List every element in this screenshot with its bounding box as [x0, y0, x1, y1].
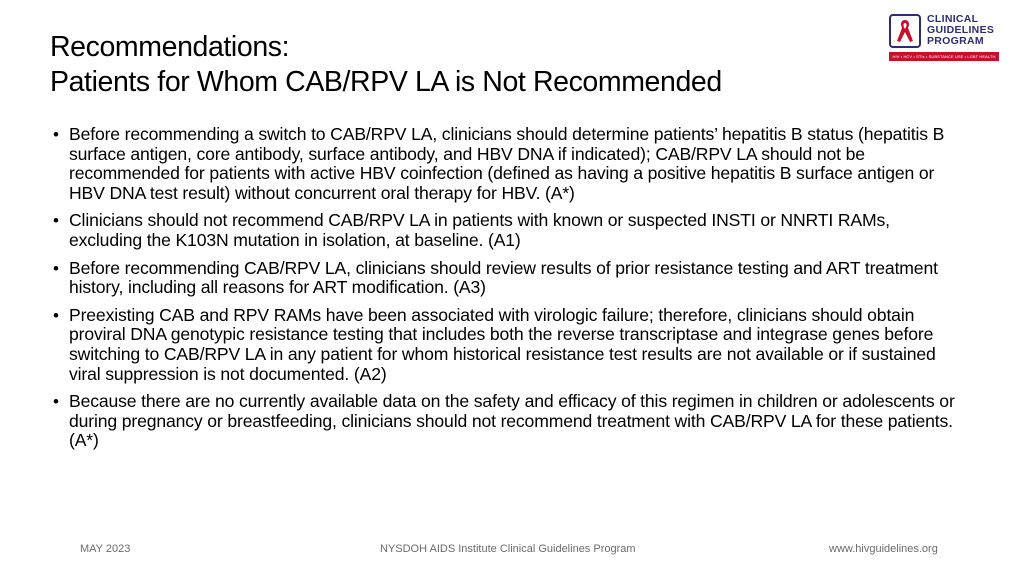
logo-tagline: HIV • HCV • STIs • SUBSTANCE USE • LGBT HEALTH [889, 52, 999, 61]
title-line-2: Patients for Whom CAB/RPV LA is Not Recommended [50, 66, 722, 98]
red-ribbon-icon [889, 14, 921, 48]
list-item-text: Before recommending a switch to CAB/RPV LA, clinicians should determine patients’ hepatitis B status (hepatitis B surface antigen, core antibody, surface antibody, and HBV DNA if indicated); CAB/RPV LA should not be recommended for patients with active HBV coinfection (defined as having a positive hepatitis B surface antigen or HBV DNA test result) without concurrent oral therapy for HBV. (A*) [69, 124, 945, 203]
logo-line-2: GUIDELINES [927, 24, 995, 36]
list-item [50, 306, 965, 384]
logo-wordmark [927, 14, 994, 47]
clinical-guidelines-program-logo [889, 12, 999, 64]
list-item [50, 211, 965, 250]
bullet-icon: • [53, 211, 59, 231]
bullet-icon: • [53, 305, 59, 325]
list-item-text: Preexisting CAB and RPV RAMs have been associated with virologic failure; therefore, clinicians should obtain proviral DNA genotypic resistance testing that includes both the reverse transcriptase and integrase genes before switching to CAB/RPV LA in any patient for whom historical resistance test results are not available or if sustained viral suppression is not documented. (A2) [69, 304, 936, 384]
bullet-icon: • [53, 258, 59, 278]
bullet-icon: • [53, 392, 59, 412]
logo-line-3: PROGRAM [927, 35, 984, 47]
list-item-text: Before recommending CAB/RPV LA, clinicians should review results of prior resistance testing and ART treatment history, including all reasons for ART modification. (A3) [69, 257, 938, 298]
slide-title [50, 30, 880, 100]
list-item [50, 259, 965, 298]
list-item-text: Clinicians should not recommend CAB/RPV LA in patients with known or suspected INSTI or NNRTI RAMs, excluding the K103N mutation in isolation, at baseline. (A1) [69, 210, 890, 250]
footer-organization: NYSDOH AIDS Institute Clinical Guidelines Program [380, 543, 636, 555]
list-item-text: Because there are no currently available data on the safety and efficacy of this regimen in children or adolescents or during pregnancy or breastfeeding, clinicians should not recommend treatment with CAB/RPV LA for these patients. (A*) [69, 391, 955, 451]
footer-date: MAY 2023 [80, 543, 131, 555]
footer-website: www.hivguidelines.org [829, 543, 938, 555]
list-item [50, 125, 965, 203]
recommendation-list [50, 125, 965, 459]
list-item [50, 392, 965, 451]
title-line-1: Recommendations: [50, 31, 290, 63]
bullet-icon: • [53, 125, 59, 144]
logo-line-1: CLINICAL [927, 13, 979, 25]
